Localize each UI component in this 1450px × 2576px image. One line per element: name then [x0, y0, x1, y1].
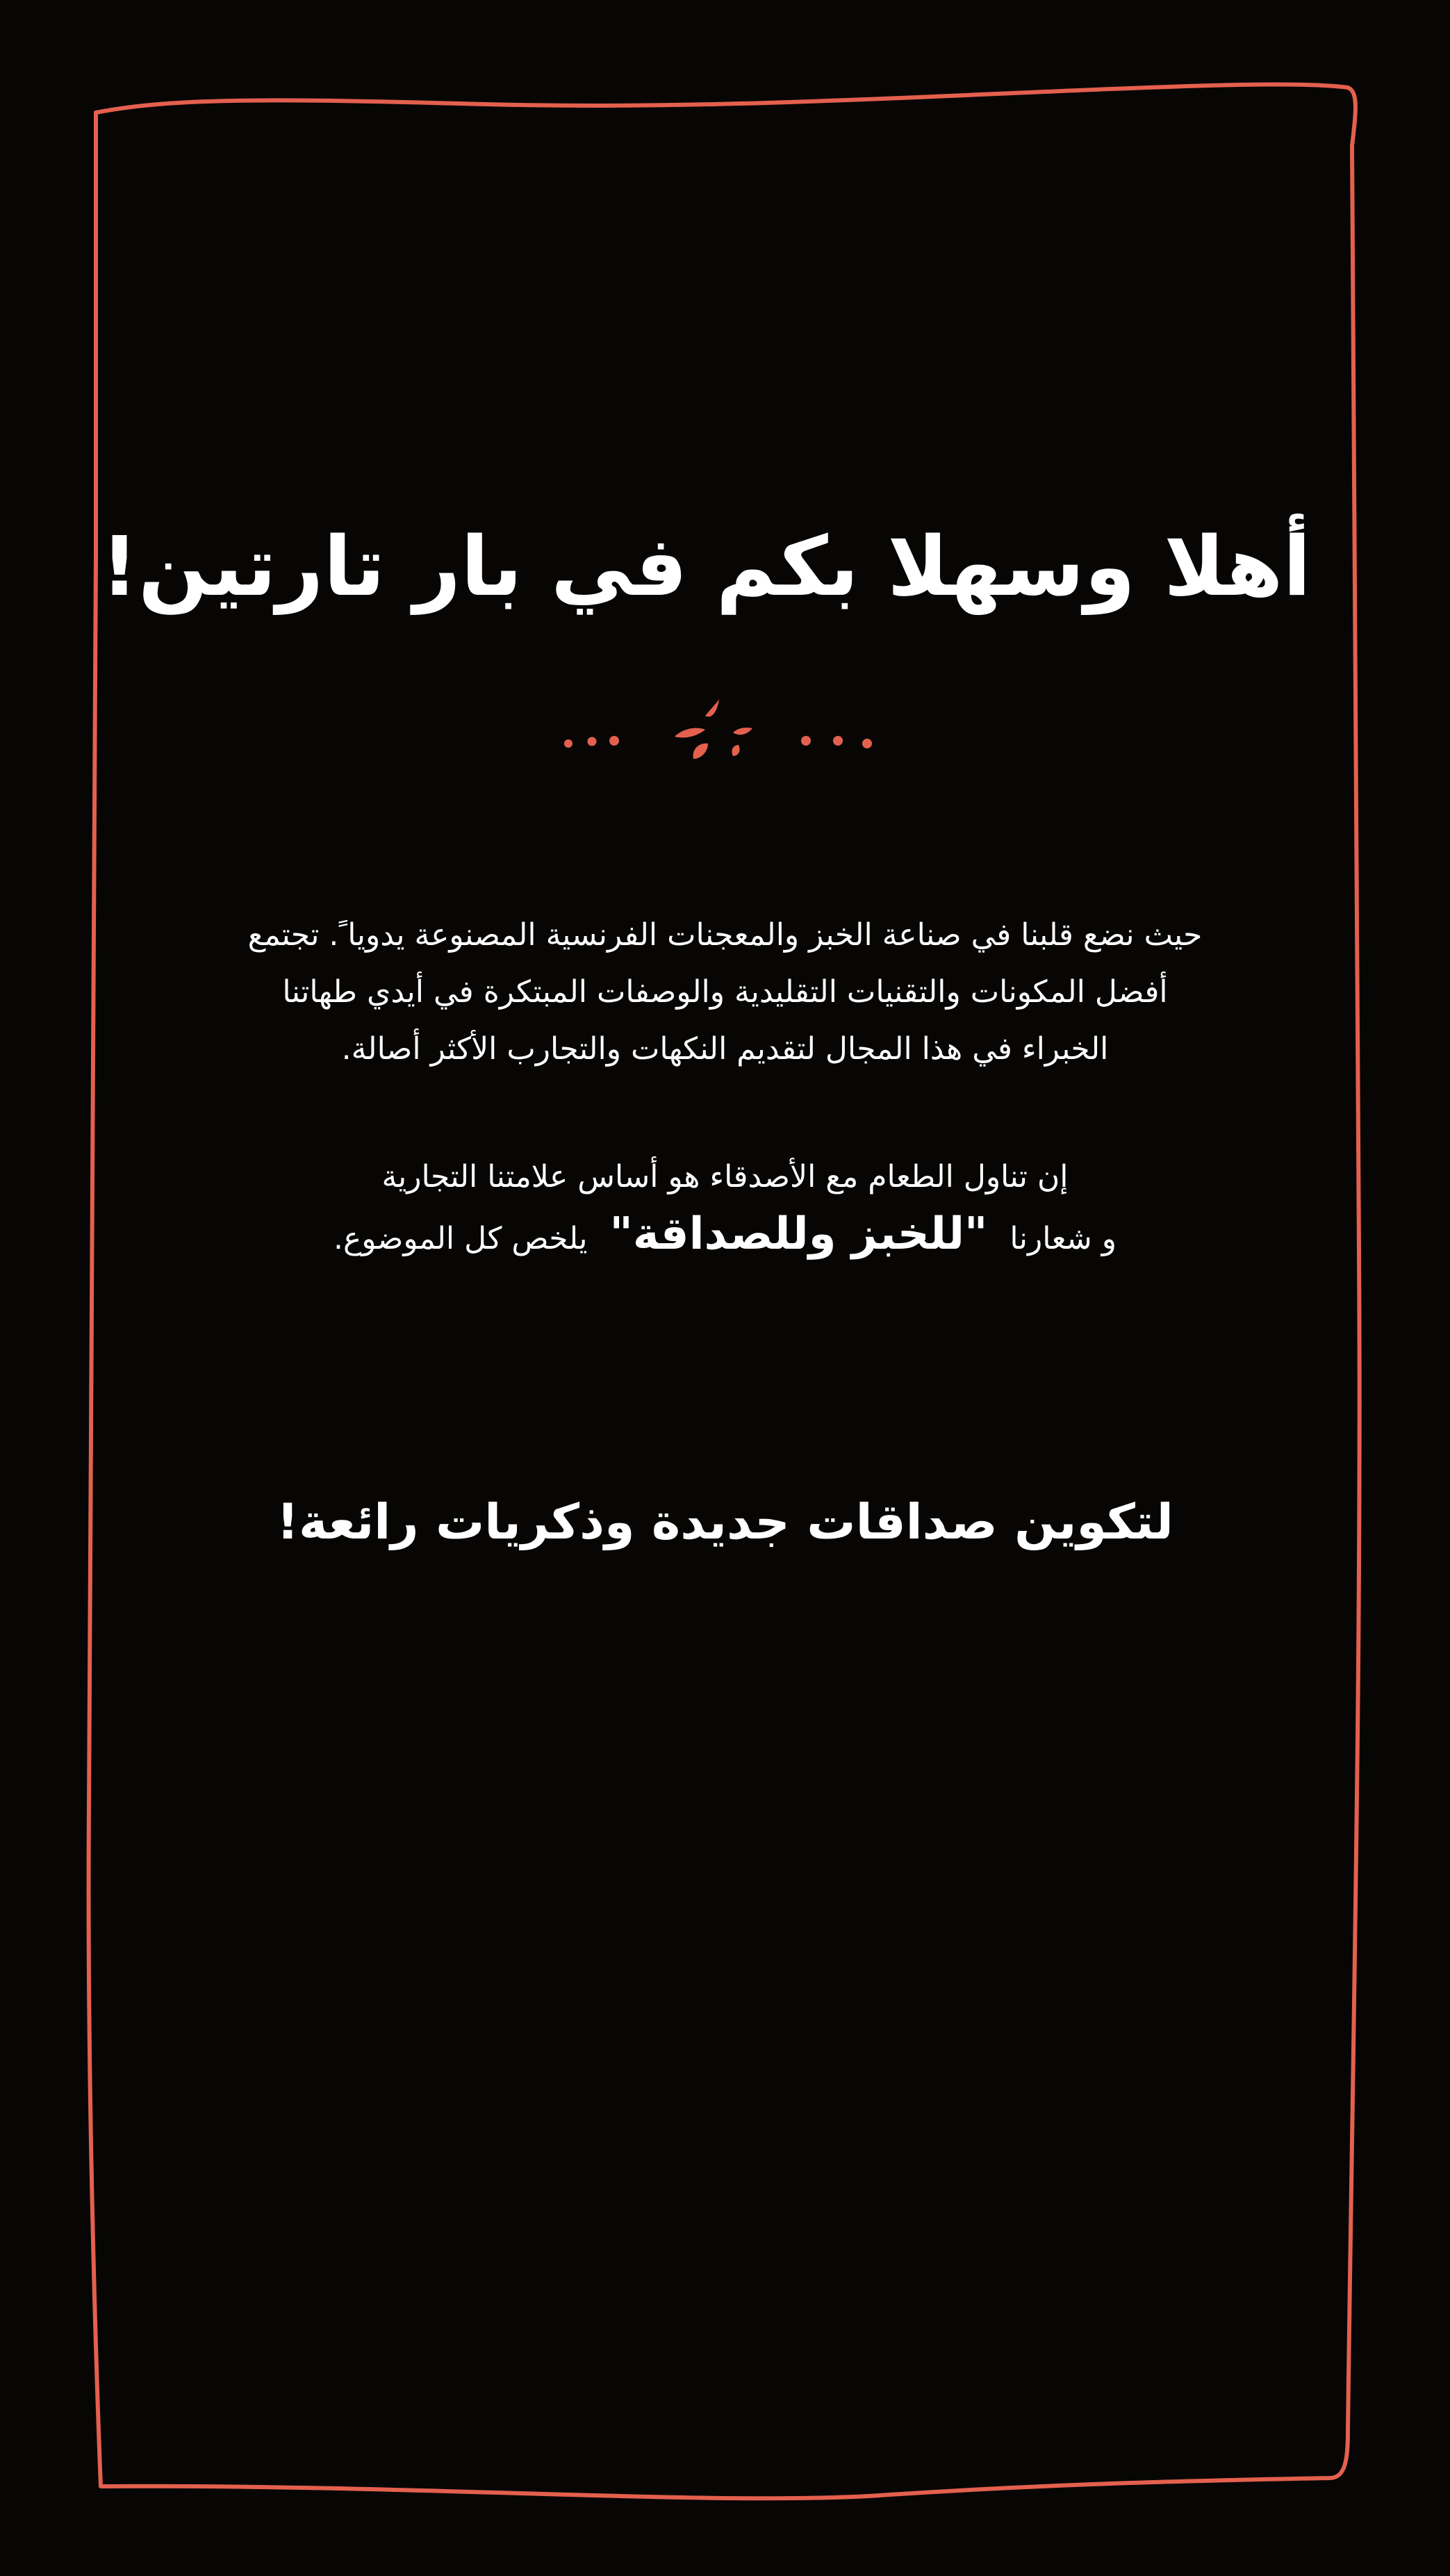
closing-heading: لتكوين صداقات جديدة وذكريات رائعة!: [277, 1493, 1173, 1550]
intro-line-2: أفضل المكونات والتقنيات التقليدية والوصفات المبتكرة في أيدي طهاتنا: [282, 974, 1168, 1010]
brand-slogan: "للخبز وللصداقة": [609, 1208, 988, 1260]
intro-paragraph: [174, 907, 1276, 1078]
motto-line-2: [174, 1206, 1276, 1268]
intro-line-1: حيث نضع قلبنا في صناعة الخبز والمعجنات الفرنسية المصنوعة يدويا ً. تجتمع: [247, 917, 1203, 953]
intro-line-3: الخبراء في هذا المجال لتقديم النكهات والتجارب الأكثر أصالة.: [341, 1031, 1109, 1067]
motto-paragraph: [174, 1149, 1276, 1268]
motto-line-1: إن تناول الطعام مع الأصدقاء هو أساس علامتنا التجارية: [381, 1159, 1069, 1195]
motto-suffix: يلخص كل الموضوع.: [333, 1221, 588, 1256]
motto-prefix: و شعارنا: [1010, 1221, 1117, 1256]
decorative-divider-icon: [551, 695, 898, 771]
page-title: أهلا وسهلا بكم في بار تارتين!: [101, 518, 1311, 614]
